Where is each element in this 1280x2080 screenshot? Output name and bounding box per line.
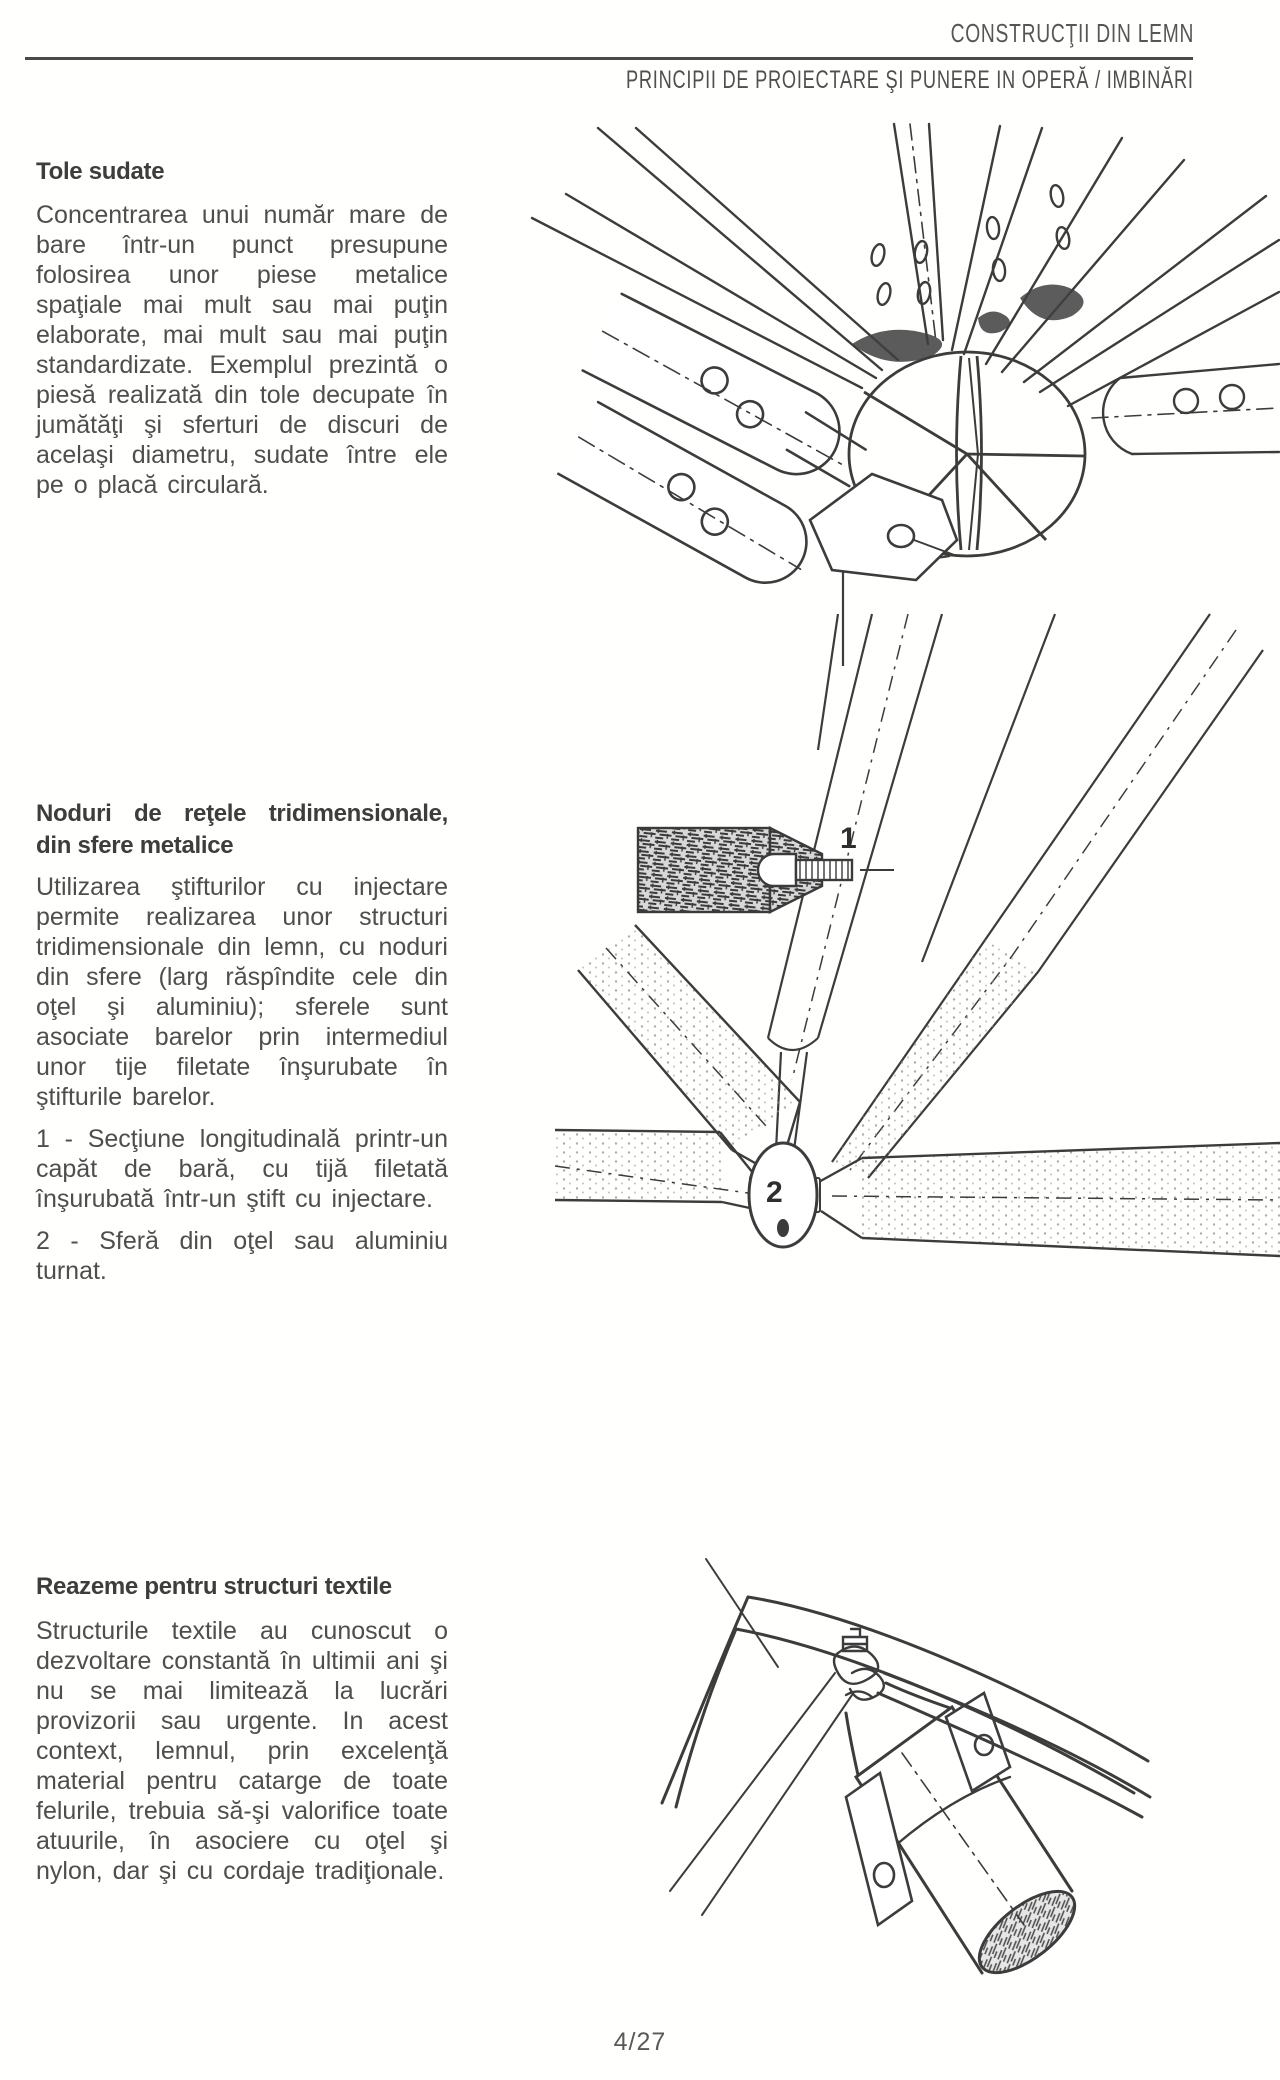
section-reazeme-heading (36, 1573, 448, 1601)
noduri-item-1: 1 - Secţiune longitudinală printr-un capăt de bară, cu tijă filetată înşurubată într-un ştift cu injectare. (36, 1125, 448, 1213)
fig2-upper-left-bar-fill (578, 925, 800, 1150)
fig3-ropes (662, 1597, 1150, 1817)
page-header-title: CONSTRUCŢII DIN LEMN (950, 18, 1194, 48)
fig2-top-bar-lines (768, 614, 1263, 1178)
section-noduri-heading (36, 800, 448, 860)
page-header-subtitle: PRINCIPII DE PROIECTARE ŞI PUNERE IN OPERĂ / IMBINĂRI (626, 66, 1194, 94)
fig2-sphere-hole (777, 1219, 789, 1237)
fig1-radiating-bars (532, 124, 1279, 454)
fig1-weld-seams (852, 285, 1084, 362)
fig2-upper-right-bar-fill (832, 940, 1038, 1178)
section-noduri-body: Utilizarea ştifturilor cu injectare permite realizarea unor structuri tridimensionale din lemn, cu noduri din sfere (larg răspîndite cele din oţel şi aluminiu); sferele sunt asociate barelor prin intermediul unor tije filetate înşurubate în ştifturile barelor. (36, 873, 448, 1111)
fig2-callout-1: 1 (840, 822, 857, 855)
fig2-left-tube-fill (555, 1130, 722, 1202)
heading-noduri-line1: Noduri de reţele tridimensionale, (36, 800, 448, 827)
heading-tole-sudate: Tole sudate (36, 158, 165, 185)
fig2-callout-2: 2 (766, 1176, 783, 1209)
figure-welded-plates-node (480, 122, 1280, 667)
heading-reazeme: Reazeme pentru structuri textile (36, 1573, 392, 1600)
figure-sphere-node (470, 610, 1280, 1360)
figure-textile-mast-support (600, 1545, 1280, 1985)
noduri-item-2: 2 - Sferă din oţel sau aluminiu turnat. (36, 1227, 448, 1285)
section-tole-sudate-heading (36, 158, 448, 186)
header-rule (25, 57, 1193, 60)
heading-noduri-line2: din sfere metalice (36, 832, 234, 859)
section-reazeme-body: Structurile textile au cunoscut o dezvoltare constantă în ultimii ani şi nu se mai limitează la lucrări provizorii sau urgente. In acest context, lemnul, prin excelenţă material pentru catarge de toate felurile, trebuia să-şi valorifice toate atuurile, în asociere cu oţel şi nylon, dar şi cu cordaje tradiţionale. (36, 1617, 448, 1885)
section-tole-sudate-body: Concentrarea unui număr mare de bare într-un punct presupune folosirea unor piese metalice spaţiale mai mult sau mai puţin elaborate, mai mult sau mai puţin standardizate. Exemplul prezintă o piesă realizată din tole decupate în jumătăţi şi sferturi de discuri de acelaşi diametru, sudate între ele pe o placă circulară. (36, 201, 448, 499)
page-number: 4/27 (613, 2028, 667, 2056)
